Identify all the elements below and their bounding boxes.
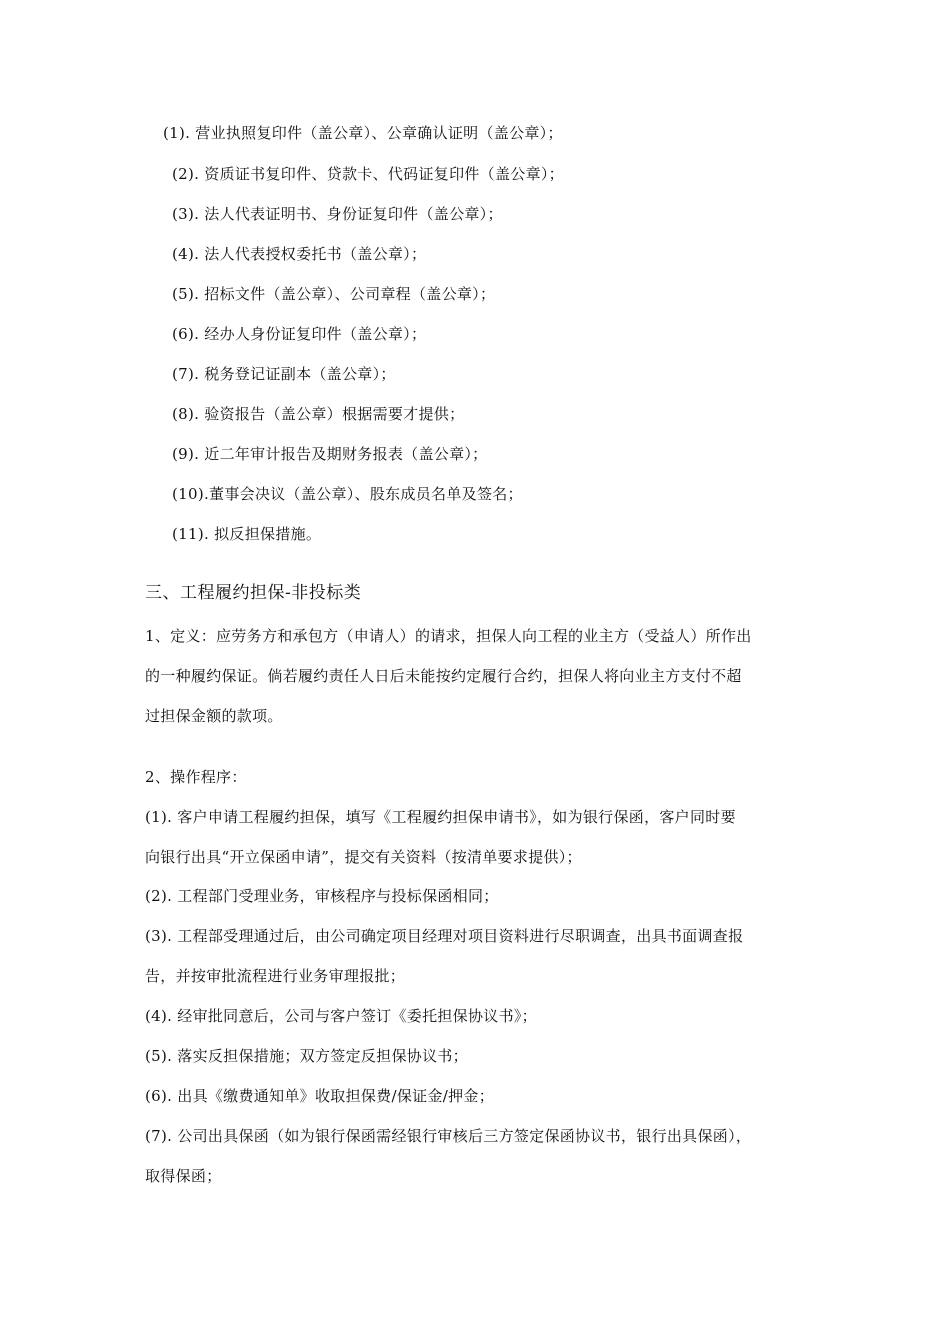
paragraph-line: 取得保函； [145,1167,222,1185]
section-title: 三、工程履约担保-非投标类 [145,583,362,603]
procedure-title: 2、操作程序： [145,768,247,786]
paragraph-line: 告，并按审批流程进行业务审理报批； [145,967,406,985]
list-item: (4). 法人代表授权委托书（盖公章）； [172,245,427,263]
list-item: (7). 税务登记证副本（盖公章）； [172,365,396,383]
list-item: (3). 法人代表证明书、身份证复印件（盖公章）； [172,205,503,223]
paragraph-line: 向银行出具“开立保函申请”，提交有关资料（按清单要求提供）； [145,848,582,866]
paragraph-line: (3). 工程部受理通过后，由公司确定项目经理对项目资料进行尽职调查，出具书面调查报 [145,927,744,945]
list-item: (11). 拟反担保措施。 [172,525,322,543]
paragraph-line: 的一种履约保证。倘若履约责任人日后未能按约定履行合约，担保人将向业主方支付不超 [145,667,742,685]
list-item: (5). 招标文件（盖公章）、公司章程（盖公章）； [172,285,496,303]
paragraph-line: 过担保金额的款项。 [145,707,283,725]
paragraph-line: 1、定义：应劳务方和承包方（申请人）的请求，担保人向工程的业主方（受益人）所作出 [145,627,752,645]
list-item: (8). 验资报告（盖公章）根据需要才提供； [172,405,465,423]
list-item: (2). 资质证书复印件、贷款卡、代码证复印件（盖公章）； [172,165,564,183]
list-item: (9). 近二年审计报告及期财务报表（盖公章）； [172,445,488,463]
paragraph-line: (5). 落实反担保措施；双方签定反担保协议书； [145,1047,468,1065]
list-item: (6). 经办人身份证复印件（盖公章）； [172,325,427,343]
paragraph-line: (7). 公司出具保函（如为银行保函需经银行审核后三方签定保函协议书，银行出具保函）， [145,1127,752,1145]
paragraph-line: (4). 经审批同意后，公司与客户签订《委托担保协议书》； [145,1007,537,1025]
paragraph-line: (1). 客户申请工程履约担保，填写《工程履约担保申请书》，如为银行保函，客户同时要 [145,808,736,826]
list-item: (10).董事会决议（盖公章）、股东成员名单及签名； [172,485,523,503]
paragraph-line: (2). 工程部门受理业务，审核程序与投标保函相同； [145,887,499,905]
paragraph-line: (6). 出具《缴费通知单》收取担保费/保证金/押金； [145,1087,494,1105]
list-item: (1). 营业执照复印件（盖公章）、公章确认证明（盖公章）； [163,124,563,142]
